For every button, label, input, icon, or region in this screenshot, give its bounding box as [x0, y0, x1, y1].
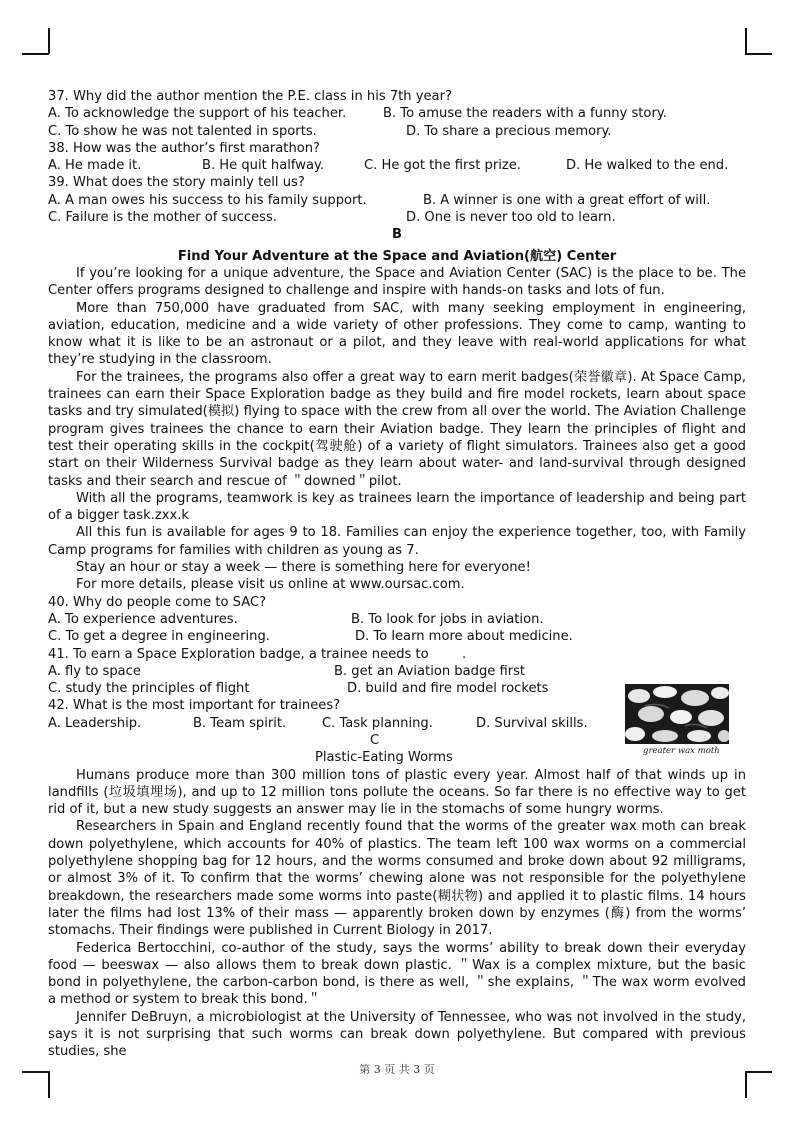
section-b-paragraph-5: All this fun is available for ages 9 to 18. Families can enjoy the experience together, too, with Family Camp programs for families with children as young as 7. — [48, 525, 746, 558]
q39-option-b[interactable]: B. A winner is one with a great effort of will. — [423, 192, 711, 208]
q39-option-c[interactable]: C. Failure is the mother of success. — [48, 210, 277, 226]
question-41-blank-end: . — [462, 646, 467, 662]
exam-page — [48, 88, 746, 1061]
question-40: 40. Why do people come to SAC? — [48, 594, 267, 610]
section-b-letter: B — [392, 227, 402, 243]
section-b-paragraph-1: If you’re looking for a unique adventure, the Space and Aviation Center (SAC) is the place to be. The Center offers programs designed to challenge and inspire with hands-on tasks and lots of fun. — [48, 265, 746, 299]
moth-image-caption: greater wax moth — [643, 746, 720, 756]
q37-options-row-1 — [48, 105, 746, 122]
section-c-paragraph-3: Federica Bertocchini, co-author of the study, says the worms’ ability to break down their everyday food — beeswax — also allows them to break down plastic. ＂Wax is a complex mixture, but the basic bond in polyethylene, the carbon-carbon bond, is there as well, ＂she explains, ＂The wax worm evolved a method or system to break this bond.＂ — [48, 940, 746, 1008]
question-41: 41. To earn a Space Exploration badge, a trainee needs to — [48, 646, 429, 662]
q37-option-c[interactable]: C. To show he was not talented in sports. — [48, 123, 317, 139]
q38-option-d[interactable]: D. He walked to the end. — [566, 158, 729, 174]
q40-option-c[interactable]: C. To get a degree in engineering. — [48, 629, 270, 645]
q39-option-a[interactable]: A. A man owes his success to his family support. — [48, 192, 367, 208]
page-footer: 第 3 页 共 3 页 — [359, 1063, 435, 1076]
q41-option-a[interactable]: A. fly to space — [48, 663, 141, 679]
section-b-paragraph-6: Stay an hour or stay a week — there is something here for everyone! — [76, 560, 531, 576]
q38-options-row — [48, 157, 746, 174]
section-c-letter: C — [370, 732, 380, 748]
q39-options-row-1 — [48, 192, 746, 209]
q41-option-b[interactable]: B. get an Aviation badge first — [334, 663, 526, 679]
section-c-title: Plastic-Eating Worms — [315, 750, 453, 766]
question-39: 39. What does the story mainly tell us? — [48, 175, 305, 191]
question-42: 42. What is the most important for trainees? — [48, 698, 341, 714]
q41-option-c[interactable]: C. study the principles of flight — [48, 681, 250, 697]
q40-option-d[interactable]: D. To learn more about medicine. — [355, 629, 573, 645]
question-38: 38. How was the author’s first marathon? — [48, 140, 321, 156]
crop-mark-top-right-h — [745, 53, 772, 55]
q37-option-a[interactable]: A. To acknowledge the support of his teacher. — [48, 106, 347, 122]
greater-wax-moth-image — [625, 684, 729, 744]
q42-option-d[interactable]: D. Survival skills. — [476, 715, 588, 731]
q40-options-row-2 — [48, 628, 746, 645]
q41-options-row-1 — [48, 663, 746, 680]
section-c-paragraph-2: Researchers in Spain and England recently found that the worms of the greater wax moth can break down polyethylene, which accounts for 40% of plastics. The team left 100 wax worms on a commercial polyethylene shopping bag for 12 hours, and the worms consumed and broke down about 92 milligrams, or almost 3% of it. To confirm that the worms’ chewing alone was not responsible for the polyethylene breakdown, the researchers made some worms into paste(糊状物) and applied it to plastic films. 14 hours later the films had lost 13% of their mass — apparently broken down by enzymes (酶) from the worms’ stomachs. Their findings were published in Current Biology in 2017. — [48, 819, 746, 939]
q42-option-c[interactable]: C. Task planning. — [322, 715, 433, 731]
q42-option-b[interactable]: B. Team spirit. — [193, 715, 287, 731]
q41-option-d[interactable]: D. build and fire model rockets — [347, 681, 549, 697]
q42-option-a[interactable]: A. Leadership. — [48, 715, 142, 731]
section-b-paragraph-7: For more details, please visit us online at www.oursac.com. — [76, 577, 465, 593]
q38-option-b[interactable]: B. He quit halfway. — [202, 158, 325, 174]
crop-mark-top-right-v — [745, 28, 747, 54]
section-c-paragraph-1: Humans produce more than 300 million tons of plastic every year. Almost half of that winds up in landfills (垃圾填埋场), and up to 12 million tons pollute the oceans. So far there is no effective way to get rid of it, but a new study suggests an answer may lie in the stomachs of some hungry worms. — [48, 767, 746, 818]
q38-option-a[interactable]: A. He made it. — [48, 158, 142, 174]
crop-mark-top-left-v — [48, 28, 50, 54]
section-b-paragraph-2: More than 750,000 have graduated from SAC, with many seeking employment in engineering, aviation, education, medicine and a wide variety of other professions. They come to camp, wanting to know what it is like to be an astronaut or a pilot, and they leave with real-world applications for what they’re studying in the classroom. — [48, 300, 746, 368]
q37-options-row-2 — [48, 123, 746, 140]
section-c-paragraph-4: Jennifer DeBruyn, a microbiologist at the University of Tennessee, who was not involved in the study, says it is not surprising that such worms can break down polyethylene. But compared with previous studies, she — [48, 1009, 746, 1060]
q38-option-c[interactable]: C. He got the first prize. — [364, 158, 521, 174]
crop-mark-top-left-h — [22, 53, 49, 55]
q37-option-b[interactable]: B. To amuse the readers with a funny story. — [383, 106, 667, 122]
q37-option-d[interactable]: D. To share a precious memory. — [406, 123, 612, 139]
section-b-paragraph-4: With all the programs, teamwork is key as trainees learn the importance of leadership and being part of a bigger task.zxx.k — [48, 490, 746, 524]
question-41-row — [48, 646, 746, 663]
question-37: 37. Why did the author mention the P.E. class in his 7th year? — [48, 89, 452, 104]
q39-options-row-2 — [48, 209, 746, 226]
q40-option-a[interactable]: A. To experience adventures. — [48, 611, 238, 627]
section-b-paragraph-3: For the trainees, the programs also offer a great way to earn merit badges(荣誉徽章). At Space Camp, trainees can earn their Space Exploration badge as they build and fire model rockets, learn about space tasks and try simulated(模拟) flying to space with the crew from all over the world. The Aviation Challenge program gives trainees the chance to earn their Aviation badge. They learn the principles of flight and test their operating skills in the cockpit(驾驶舱) of a variety of flight simulators. Trainees also get a good start on their Wilderness Survival badge as they learn about water- and land-survival through designed tasks and their search and rescue of ＂downed＂pilot. — [48, 369, 746, 489]
q39-option-d[interactable]: D. One is never too old to learn. — [406, 210, 616, 226]
section-b-title: Find Your Adventure at the Space and Aviation(航空) Center — [177, 248, 617, 264]
section-c-title-row — [48, 749, 746, 766]
q40-options-row-1 — [48, 611, 746, 628]
q40-option-b[interactable]: B. To look for jobs in aviation. — [351, 611, 544, 627]
